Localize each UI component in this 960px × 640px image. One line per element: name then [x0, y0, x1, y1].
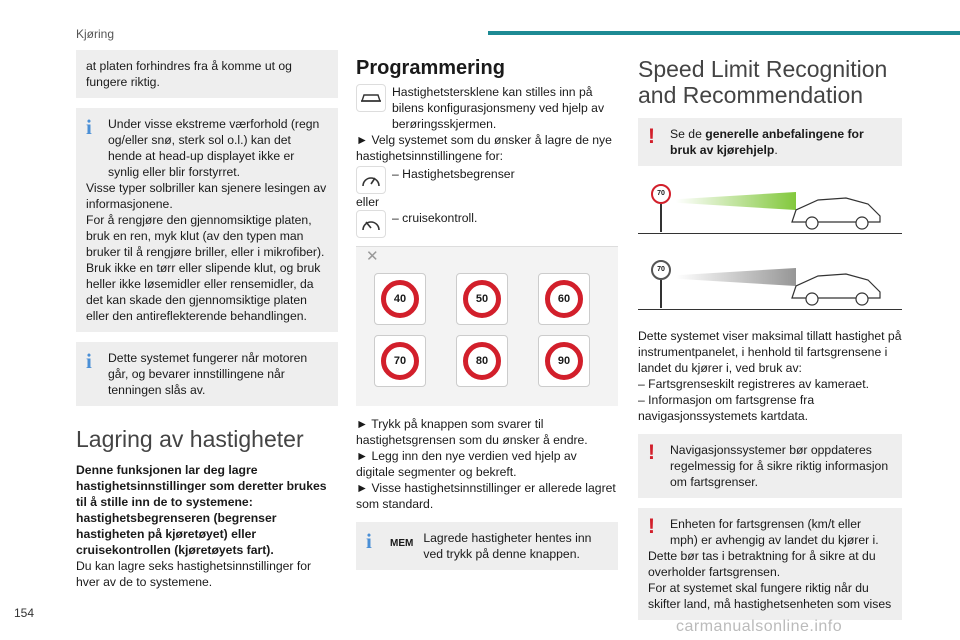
speed-preset-button[interactable]	[538, 335, 590, 387]
programming-text: Hastighetstersklene kan stilles inn på bilens konfigurasjonsmeny ved hjelp av berøringsskjermen.	[392, 85, 605, 131]
warning-box-general	[638, 118, 902, 166]
warning-text-compliance: Dette bør tas i betraktning for å sikre at du overholder fartsgrensen.	[648, 549, 876, 579]
car-icon	[788, 190, 884, 232]
speed-sign: 50	[463, 280, 501, 318]
road-line	[638, 233, 902, 234]
road-line	[638, 309, 902, 310]
step-enter-value: ► Legg inn den nye verdien ved hjelp av digitale segmenter og bekreft.	[356, 449, 577, 479]
speed-preset-button[interactable]	[456, 273, 508, 325]
sign-pole	[660, 280, 662, 308]
watermark: carmanualsonline.info	[676, 618, 843, 635]
car-icon	[788, 266, 884, 308]
car-settings-icon	[356, 84, 386, 112]
note-box-continued	[76, 50, 338, 98]
warning-icon: !	[648, 441, 655, 464]
source-navigation: – Informasjon om fartsgrense fra navigasjonssystemets kartdata.	[638, 393, 815, 423]
speed-preset-button[interactable]	[456, 335, 508, 387]
illustration-map-data	[638, 252, 902, 320]
info-box-weather	[76, 108, 338, 332]
section-title: Kjøring	[76, 27, 115, 41]
select-system-step: ► Velg systemet som du ønsker å lagre de nye hastighetsinnstillingene for:	[356, 133, 612, 163]
limiter-option	[356, 166, 618, 194]
intro-paragraph: Du kan lagre seks hastighetsinnstillinger for hver av de to systemene.	[76, 559, 312, 589]
info-icon: i	[366, 529, 372, 553]
touchscreen-speed-presets	[356, 246, 618, 406]
speed-sign-70: 70	[651, 260, 671, 280]
speed-sign: 70	[381, 342, 419, 380]
page-number: 154	[14, 606, 35, 620]
section-heading-speed-limit-recognition: Speed Limit Recognition and Recommendation	[638, 56, 888, 108]
info-line-3: For å rengjøre den gjennomsiktige platen, bruk en ren, myk klut (av den typen man bruker til å rengjøre briller, eller i mikrofiber).	[86, 213, 325, 259]
warning-text-units: Enheten for fartsgrensen (km/t eller mph) er avhengig av landet du kjører i.	[670, 517, 879, 547]
speed-preset-button[interactable]	[374, 335, 426, 387]
info-text: Dette systemet fungerer når motoren går, og bevarer innstillingene når tenningen slås av.	[108, 351, 308, 397]
camera-beam	[676, 192, 796, 210]
limiter-label: – Hastighetsbegrenser	[392, 167, 515, 181]
info-box-mem	[356, 522, 618, 570]
column-3	[638, 50, 902, 630]
speed-preset-button[interactable]	[538, 273, 590, 325]
column-1	[76, 50, 338, 590]
header-accent-bar	[488, 31, 960, 35]
warning-box-units	[638, 508, 902, 620]
speed-sign: 80	[463, 342, 501, 380]
speed-preset-grid	[374, 273, 590, 387]
section-heading-storing-speeds: Lagring av hastigheter	[76, 426, 304, 452]
mem-icon: MEM	[390, 538, 414, 549]
column-2	[356, 50, 618, 580]
speed-sign-70: 70	[651, 184, 671, 204]
cruise-option	[356, 210, 618, 238]
source-camera: – Fartsgrenseskilt registreres av kameraet.	[638, 377, 869, 391]
speed-sign: 40	[381, 280, 419, 318]
section-heading-programming: Programmering	[356, 57, 505, 79]
camera-beam	[676, 268, 796, 286]
warning-text-country: For at systemet skal fungere riktig når du skifter land, må hastighetsenheten som vises	[648, 581, 892, 611]
sign-pole	[660, 204, 662, 232]
note-text: at platen forhindres fra å komme ut og fungere riktig.	[86, 59, 292, 89]
or-text: eller	[356, 195, 380, 209]
info-icon: i	[86, 349, 92, 373]
mem-text: Lagrede hastigheter hentes inn ved trykk på denne knappen.	[423, 531, 592, 561]
speed-sign: 90	[545, 342, 583, 380]
info-line-2: Visse typer solbriller kan sjenere lesingen av informasjonene.	[86, 181, 327, 211]
warning-box-navigation	[638, 434, 902, 498]
cruise-control-icon	[356, 210, 386, 238]
warning-text: Se de generelle anbefalingene for bruk av kjørehjelp.	[670, 127, 864, 157]
cruise-label: – cruisekontroll.	[392, 211, 478, 225]
warning-text: Navigasjonssystemer bør oppdateres regelmessig for å sikre riktig informasjon om fartsgrenser.	[670, 443, 889, 489]
intro-bold-paragraph: Denne funksjonen lar deg lagre hastighetsinnstillinger som deretter brukes til å stille inn de to systemene: hastighetsbegrenseren (begrenser hastigheten på kjøretøyet) eller cruisekontrollen (kjøretøyets fart).	[76, 463, 327, 557]
info-icon: i	[86, 115, 92, 139]
step-press-button: ► Trykk på knappen som svarer til hastighetsgrensen som du ønsker å endre.	[356, 417, 588, 447]
info-box-engine	[76, 342, 338, 406]
speed-preset-button[interactable]	[374, 273, 426, 325]
speed-limiter-icon	[356, 166, 386, 194]
info-line-1: Under visse ekstreme værforhold (regn og/eller snø, sterk sol o.l.) kan det hende at head-up displayet ikke er synlig eller blir forstyrret.	[108, 117, 320, 179]
info-line-4: Bruk ikke en tørr eller slipende klut, og bruk heller ikke løsemidler eller rensemidler, da det kan skade den gjennomsiktige platen eller den antireflekterende behandlingen.	[86, 261, 321, 323]
warning-icon: !	[648, 125, 655, 148]
warning-icon: !	[648, 515, 655, 538]
speed-sign: 60	[545, 280, 583, 318]
programming-intro	[356, 84, 618, 132]
step-default-values: ► Visse hastighetsinnstillinger er allerede lagret som standard.	[356, 481, 616, 511]
system-description: Dette systemet viser maksimal tillatt hastighet på instrumentpanelet, i henhold til fartsgrensene i landet du kjører i, ved bruk av:	[638, 329, 902, 375]
illustration-sign-detection	[638, 176, 902, 244]
close-icon[interactable]: ✕	[366, 248, 379, 265]
